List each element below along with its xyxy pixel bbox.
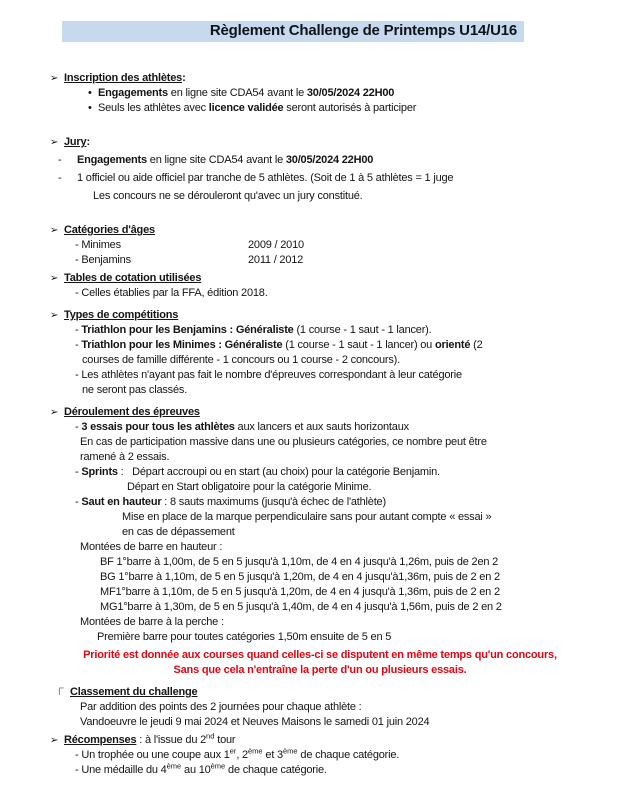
arrow-bullet-icon: ➢: [50, 225, 59, 236]
text-run: Récompenses: [64, 734, 137, 746]
text-run: 3 essais pour tous les athlètes: [81, 421, 235, 433]
list-item: [0, 323, 640, 338]
section-heading-types-competitions: [0, 308, 640, 323]
text-run: ramené à 2 essais.: [80, 451, 170, 463]
arrow-bullet-icon: ➢: [50, 137, 59, 148]
text-run: Départ en Start obligatoire pour la catégorie Minime.: [127, 481, 372, 493]
text-run: Priorité est donnée aux courses quand celles-ci se disputent en même temps qu'un concours,: [83, 649, 557, 661]
text-run: :: [86, 136, 90, 148]
text-run: et 3: [262, 749, 283, 761]
section-heading-categories: [0, 223, 640, 238]
bar-progression-row: [0, 555, 640, 570]
text-run: : Départ accroupi ou en start (au choix) pour la catégorie Benjamin.: [117, 466, 440, 478]
text-run: Tables de cotation utilisées: [64, 272, 202, 284]
text-run: Sans que cela n'entraîne la perte d'un ou plusieurs essais.: [173, 664, 467, 676]
dot-bullet-icon: •: [88, 87, 92, 99]
text-run: Types de compétitions: [64, 309, 179, 321]
text-line: [0, 540, 640, 555]
text-run: licence validée: [208, 102, 284, 114]
text-run: ème: [282, 746, 298, 756]
text-run: BG 1°barre à 1,10m, de 5 en 5 jusqu'à 1,20m, de 4 en 4 jusqu'à1,36m, puis de 2 en 2: [100, 571, 500, 583]
text-run: de chaque catégorie.: [225, 764, 327, 776]
arrow-bullet-icon: ➢: [50, 407, 59, 418]
text-run: -: [75, 324, 82, 336]
text-run: - Celles établies par la FFA, édition 2018.: [75, 287, 268, 299]
text-run: 30/05/2024 22H00: [285, 154, 374, 166]
gamma-bullet-icon: Γ: [58, 686, 64, 698]
text-run: en ligne site CDA54 avant le: [146, 154, 286, 166]
text-run: de chaque catégorie.: [297, 749, 400, 761]
text-run: Triathlon pour les Minimes : Généraliste: [81, 339, 283, 351]
text-run: Triathlon pour les Benjamins : Généraliste: [81, 324, 294, 336]
text-run: ème: [210, 761, 226, 771]
text-line: [0, 383, 640, 398]
section-heading-inscription: [0, 71, 640, 86]
text-run: Catégories d'âges: [64, 224, 155, 236]
arrow-bullet-icon: ➢: [50, 273, 59, 284]
text-run: 30/05/2024 22H00: [306, 87, 395, 99]
list-item: [0, 368, 640, 383]
bar-progression-row: [0, 600, 640, 615]
dash-bullet: -: [58, 154, 62, 166]
list-item: [0, 420, 640, 435]
list-item: [0, 495, 640, 510]
text-run: - Un trophée ou une coupe aux 1: [75, 749, 230, 761]
text-run: Seuls les athlètes avec: [98, 102, 209, 114]
text-run: - Une médaille du 4: [75, 764, 167, 776]
text-run: tour: [214, 734, 236, 746]
text-run: -: [75, 496, 82, 508]
text-run: 2009 / 2010: [248, 239, 304, 251]
text-run: Engagements: [98, 87, 168, 99]
list-item: [0, 86, 640, 101]
text-line: [0, 525, 640, 540]
text-run: , 2: [236, 749, 248, 761]
dash-bullet: -: [58, 172, 62, 184]
arrow-bullet-icon: ➢: [50, 735, 59, 746]
text-run: en cas de dépassement: [122, 526, 235, 538]
priority-notice: [0, 663, 640, 678]
list-item: [0, 101, 640, 116]
text-run: BF 1°barre à 1,00m, de 5 en 5 jusqu'à 1,10m, de 4 en 4 jusqu'à 1,26m, puis de 2en 2: [100, 556, 499, 568]
dot-bullet-icon: •: [88, 102, 92, 114]
list-item: [0, 763, 640, 778]
section-heading-jury: [0, 135, 640, 150]
text-run: - Benjamins: [75, 254, 131, 266]
text-run: En cas de participation massive dans une ou plusieurs catégories, ce nombre peut être: [80, 436, 487, 448]
text-run: Classement du challenge: [70, 686, 198, 698]
text-run: Sprints: [81, 466, 118, 478]
text-run: - Minimes: [75, 239, 121, 251]
text-run: Montées de barre à la perche :: [80, 616, 224, 628]
text-run: seront autorisés à participer: [283, 102, 417, 114]
text-run: -: [75, 421, 82, 433]
text-run: au 10: [181, 764, 211, 776]
text-run: (2: [470, 339, 483, 351]
text-run: orienté: [434, 339, 471, 351]
text-run: (1 course - 1 saut - 1 lancer) ou: [282, 339, 435, 351]
list-item: [0, 153, 640, 168]
text-run: Par addition des points des 2 journées pour chaque athlète :: [80, 701, 362, 713]
text-run: Déroulement des épreuves: [64, 406, 200, 418]
text-run: -: [75, 339, 82, 351]
text-run: : à l'issue du 2: [136, 734, 207, 746]
text-line: [0, 435, 640, 450]
text-run: Saut en hauteur: [81, 496, 162, 508]
text-run: ème: [247, 746, 263, 756]
text-run: Montées de barre en hauteur :: [80, 541, 223, 553]
text-run: Les concours ne se dérouleront qu'avec un jury constitué.: [93, 190, 363, 202]
text-run: Inscription des athlètes: [64, 72, 183, 84]
text-line: [0, 700, 640, 715]
text-run: courses de famille différente - 1 concours ou 1 course - 2 concours).: [82, 354, 400, 366]
bar-progression-row: [0, 585, 640, 600]
text-run: Première barre pour toutes catégories 1,50m ensuite de 5 en 5: [97, 631, 392, 643]
list-item: [0, 338, 640, 353]
text-run: Engagements: [77, 154, 147, 166]
list-item: [0, 286, 640, 301]
text-run: -: [75, 466, 82, 478]
text-run: 2011 / 2012: [248, 254, 304, 266]
section-heading-classement: [0, 685, 640, 700]
text-run: en ligne site CDA54 avant le: [167, 87, 307, 99]
text-run: er: [229, 746, 237, 756]
text-run: ne seront pas classés.: [82, 384, 188, 396]
text-run: (1 course - 1 saut - 1 lancer).: [293, 324, 432, 336]
text-run: : 8 sauts maximums (jusqu'à échec de l'athlète): [161, 496, 386, 508]
text-line: [0, 189, 640, 204]
text-line: [0, 630, 640, 645]
document-body: [0, 71, 640, 778]
bar-progression-row: [0, 570, 640, 585]
list-item: [0, 748, 640, 763]
text-line: [0, 480, 640, 495]
list-item: [0, 465, 640, 480]
text-run: Vandoeuvre le jeudi 9 mai 2024 et Neuves Maisons le samedi 01 juin 2024: [80, 716, 430, 728]
category-row: [0, 253, 640, 268]
document-page: [0, 21, 640, 809]
text-run: aux lancers et aux sauts horizontaux: [234, 421, 409, 433]
text-run: Mise en place de la marque perpendiculaire sans pour autant compte « essai »: [122, 511, 492, 523]
text-run: MG1°barre à 1,30m, de 5 en 5 jusqu'à 1,40m, de 4 en 4 jusqu'à 1,56m, puis de 2 en 2: [100, 601, 502, 613]
arrow-bullet-icon: ➢: [50, 310, 59, 321]
list-item: [0, 171, 640, 186]
text-run: 1 officiel ou aide officiel par tranche de 5 athlètes. (Soit de 1 à 5 athlètes = 1 juge: [77, 172, 454, 184]
section-heading-tables-cotation: [0, 271, 640, 286]
document-title: Règlement Challenge de Printemps U14/U16: [62, 21, 524, 42]
text-line: [0, 353, 640, 368]
arrow-bullet-icon: ➢: [50, 73, 59, 84]
text-run: Jury: [64, 136, 87, 148]
text-run: ème: [166, 761, 182, 771]
text-line: [0, 615, 640, 630]
priority-notice: [0, 648, 640, 663]
text-line: [0, 450, 640, 465]
text-line: [0, 510, 640, 525]
text-run: - Les athlètes n'ayant pas fait le nombre d'épreuves correspondant à leur catégorie: [75, 369, 462, 381]
section-heading-deroulement: [0, 405, 640, 420]
category-row: [0, 238, 640, 253]
text-run: nd: [206, 731, 215, 741]
section-heading-recompenses: [0, 733, 640, 748]
text-run: MF1°barre à 1,10m, de 5 en 5 jusqu'à 1,20m, de 4 en 4 jusqu'à 1,36m, puis de 2 en 2: [100, 586, 500, 598]
text-line: [0, 715, 640, 730]
text-run: :: [182, 72, 186, 84]
